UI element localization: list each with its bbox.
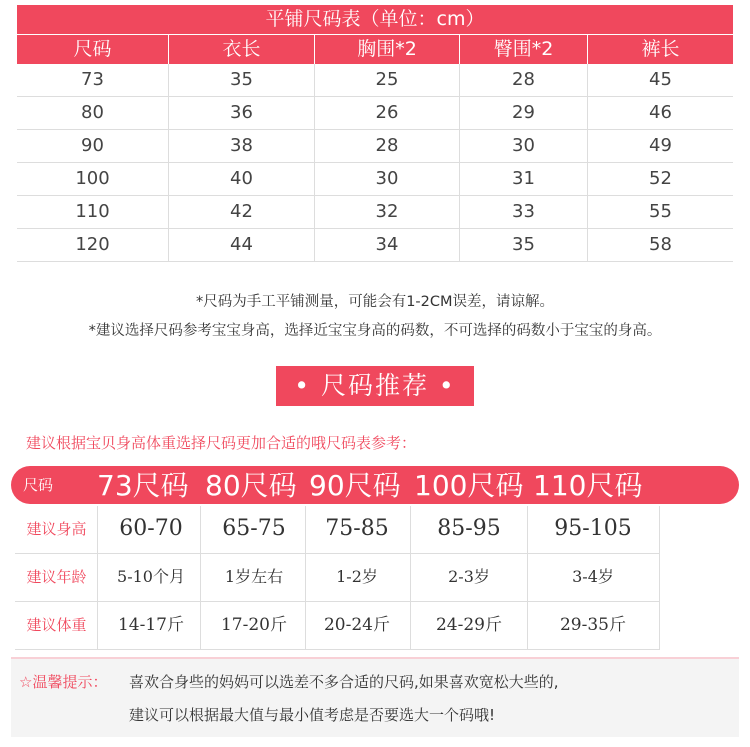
size-label: 尺码 [23, 476, 54, 494]
table-cell: 40 [168, 163, 314, 195]
table-cell: 100 [75, 168, 110, 189]
column-divider [305, 506, 306, 650]
column-divider [97, 506, 98, 650]
table-cell: 28 [314, 130, 459, 162]
table-cell: 55 [587, 196, 733, 228]
size-90: 90尺码 [309, 469, 401, 502]
table-cell: 31 [459, 163, 587, 195]
table-cell: 35 [459, 229, 587, 261]
table-cell: 85-95 [437, 516, 501, 541]
tip-line-2: 建议可以根据最大值与最小值考虑是否要选大一个码哦! [129, 706, 496, 724]
tip-box [11, 657, 739, 737]
table-cell: 20-24斤 [323, 615, 390, 635]
column-divider [659, 506, 660, 650]
table-cell: 30 [314, 163, 459, 195]
size-100: 100尺码 [414, 469, 524, 502]
table-cell: 32 [314, 196, 459, 228]
header-size: 尺码 [73, 38, 112, 60]
table-cell: 33 [459, 196, 587, 228]
table-cell: 73 [81, 69, 104, 90]
table-cell: 25 [314, 64, 459, 96]
recommend-header [11, 466, 739, 504]
flat-table-body [17, 64, 733, 262]
table-cell: 36 [168, 97, 314, 129]
size-80: 80尺码 [205, 469, 297, 502]
table-cell: 44 [168, 229, 314, 261]
table-cell: 75-85 [325, 516, 389, 541]
table-row [15, 554, 660, 602]
table-cell: 95-105 [554, 516, 632, 541]
table-cell: 17-20斤 [220, 615, 287, 635]
table-cell: 58 [587, 229, 733, 261]
table-cell: 5-10个月 [117, 567, 185, 586]
table-cell: 26 [314, 97, 459, 129]
table-row [17, 229, 733, 262]
header-pants-length: 裤长 [587, 35, 733, 64]
table-cell: 46 [587, 97, 733, 129]
table-cell: 38 [168, 130, 314, 162]
header-length: 衣长 [168, 35, 314, 64]
column-divider [200, 506, 201, 650]
table-cell: 24-29斤 [435, 615, 502, 635]
choose-note: *建议选择尺码参考宝宝身高，选择近宝宝身高的码数，不可选择的码数小于宝宝的身高。 [88, 323, 662, 339]
table-row [15, 506, 660, 554]
row-label-weight: 建议体重 [26, 616, 87, 634]
row-label-age: 建议年龄 [26, 568, 87, 586]
table-cell: 45 [587, 64, 733, 96]
table-cell: 29-35斤 [559, 615, 626, 635]
recommend-table [15, 506, 660, 650]
column-divider [410, 506, 411, 650]
table-row [15, 602, 660, 650]
flat-table-header [17, 35, 733, 64]
table-cell: 110 [75, 201, 110, 222]
column-divider [527, 506, 528, 650]
table-cell: 35 [168, 64, 314, 96]
table-cell: 65-75 [222, 516, 286, 541]
table-cell: 34 [314, 229, 459, 261]
table-row [17, 130, 733, 163]
table-cell: 28 [459, 64, 587, 96]
table-cell: 3-4岁 [572, 567, 614, 586]
size-110: 110尺码 [533, 469, 643, 502]
table-cell: 52 [587, 163, 733, 195]
table-row [17, 97, 733, 130]
size-73: 73尺码 [97, 469, 189, 502]
table-cell: 29 [459, 97, 587, 129]
header-hip: 臀围*2 [459, 35, 587, 64]
table-cell: 1岁左右 [224, 567, 284, 586]
measure-note: *尺码为手工平铺测量，可能会有1-2CM误差，请谅解。 [195, 294, 555, 310]
recommend-hint: 建议根据宝贝身高体重选择尺码更加合适的哦尺码表参考： [26, 434, 417, 452]
tip-label: ☆温馨提示： [19, 673, 108, 691]
table-cell: 90 [81, 135, 104, 156]
table-cell: 49 [587, 130, 733, 162]
table-cell: 42 [168, 196, 314, 228]
table-cell: 80 [81, 102, 104, 123]
row-label-height: 建议身高 [26, 520, 87, 538]
table-cell: 14-17斤 [117, 615, 184, 635]
table-cell: 2-3岁 [448, 567, 490, 586]
table-row [17, 196, 733, 229]
table-row [17, 163, 733, 196]
header-chest: 胸围*2 [314, 35, 459, 64]
table-cell: 120 [75, 234, 110, 255]
table-cell: 30 [459, 130, 587, 162]
flat-table-title: 平铺尺码表（单位：cm） [17, 5, 733, 34]
table-cell: 60-70 [119, 516, 183, 541]
tip-line-1: 喜欢合身些的妈妈可以选差不多合适的尺码,如果喜欢宽松大些的, [129, 673, 559, 691]
table-row [17, 64, 733, 97]
table-cell: 1-2岁 [336, 567, 378, 586]
recommend-banner: • 尺码推荐 • [276, 366, 474, 406]
